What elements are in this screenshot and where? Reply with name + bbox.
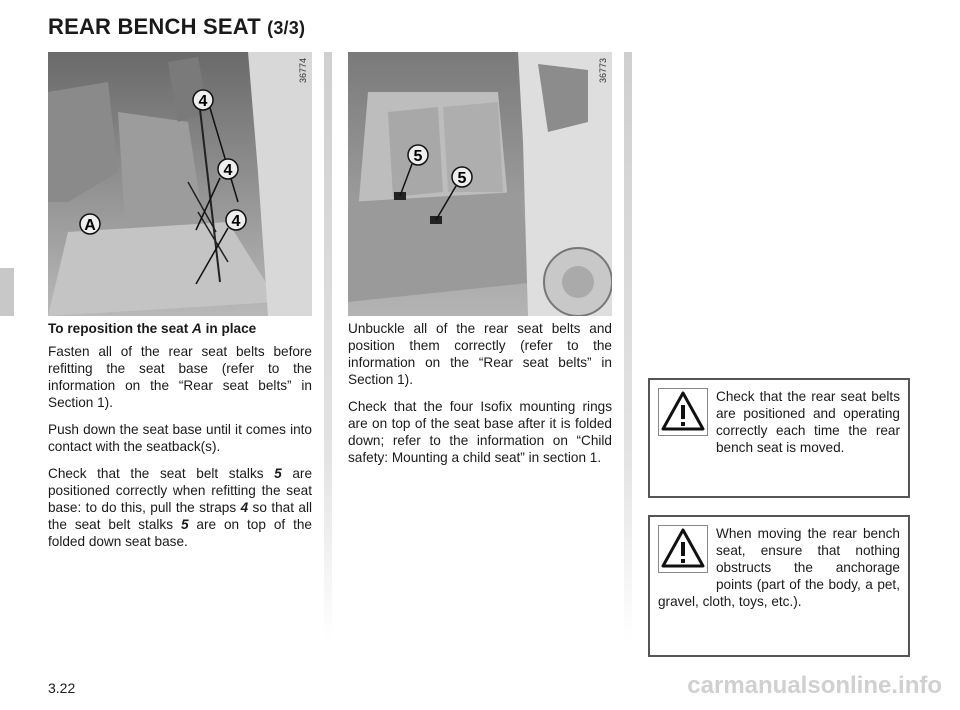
section-heading: To reposition the seat A in place [48,321,257,336]
warning-box-belts [648,378,910,498]
callout-a [80,214,100,234]
warning-triangle-icon [658,388,708,436]
title-main: REAR BENCH SEAT [48,14,261,39]
svg-text:5: 5 [413,148,423,165]
column-divider-left [324,52,332,642]
svg-text:4: 4 [231,213,241,230]
seat-folded-illustration [48,52,312,316]
page-number: 3.22 [48,680,76,696]
photo-ref-right: 36773 [598,58,608,84]
paragraph-unbuckle: Unbuckle all of the rear seat belts and position them correctly (refer to the information on the “Rear seat belts” in Section 1). [348,321,612,387]
watermark: carmanualsonline.info [687,672,942,699]
paragraph-check-stalks: Check that the seat belt stalks 5 are positioned correctly when refitting the seat base: to do this, pull the straps 4 so that all the seat belt stalks 5 are on top of the folded down seat base. [48,466,312,549]
text-column-middle [348,320,612,476]
section-tab [0,268,14,316]
photo-seat-folded [48,52,312,316]
warning-text-anchorage: When moving the rear bench seat, ensure that nothing obstructs the anchorage points (part of the body, a pet, gravel, cloth, toys, etc.). [658,526,900,609]
photo-ref-left: 36774 [298,58,308,84]
svg-text:5: 5 [457,170,467,187]
paragraph-push-down: Push down the seat base until it comes into contact with the seatback(s). [48,422,312,454]
page-title [48,14,305,40]
paragraph-isofix: Check that the four Isofix mounting rings are on top of the seat base after it is folded down; refer to the information on “Child safety: Mounting a child seat” in section 1. [348,399,612,465]
title-subtitle: (3/3) [267,18,306,38]
photo-seat-upright [348,52,612,316]
svg-text:4: 4 [198,93,208,110]
warning-triangle-icon [658,525,708,573]
warning-text-belts: Check that the rear seat belts are positioned and operating correctly each time the rear bench seat is moved. [716,389,900,455]
warning-box-anchorage [648,515,910,657]
svg-text:4: 4 [223,162,233,179]
seat-upright-illustration [348,52,612,316]
column-divider-right [624,52,632,642]
paragraph-fasten-belts: Fasten all of the rear seat belts before refitting the seat base (refer to the information on the “Rear seat belts” in Section 1). [48,344,312,410]
svg-text:A: A [84,217,96,234]
text-column-left [48,320,312,560]
